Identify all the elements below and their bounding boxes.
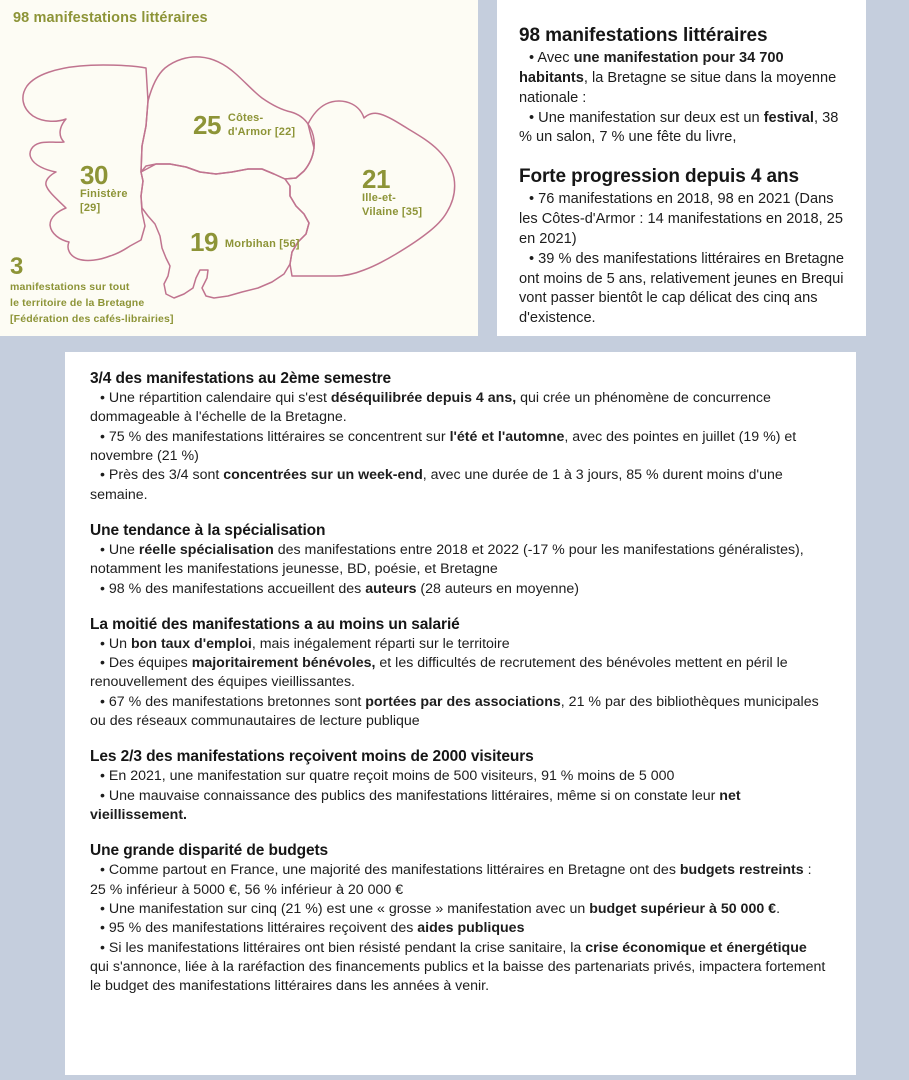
- section-heading: Une tendance à la spécialisation: [90, 521, 326, 539]
- bullet-emphasis: concentrées sur un week-end: [223, 467, 423, 484]
- map-label-morbihan-name: Morbihan [56]: [224, 238, 300, 250]
- map-label-finistere: [80, 162, 128, 216]
- bullet-text: , 38 % un salon, 7 % une fête du livre,: [519, 109, 839, 146]
- map-label-cotes-darmor-name-line1: Côtes-: [227, 112, 264, 124]
- bullet-text: • Une mauvaise connaissance des publics des manifestations littéraires, même si on constate leur: [100, 787, 720, 804]
- map-label-cotes-darmor: [193, 112, 295, 140]
- bullet-text: , avec des pointes en juillet (19 %) et novembre (21 %): [90, 428, 797, 464]
- bullet-text: .: [776, 900, 781, 917]
- bullet-text: , 21 % par des bibliothèques municipales ou des réseaux communautaires de lecture publique: [90, 693, 819, 730]
- bullet-text: • 75 % des manifestations littéraires se concentrent sur: [100, 428, 450, 445]
- bullet-emphasis: l'été et l'automne: [449, 428, 565, 445]
- section-heading: Les 2/3 des manifestations reçoivent moins de 2000 visiteurs: [90, 748, 534, 766]
- bullet-text: • 67 % des manifestations bretonnes sont: [100, 693, 366, 710]
- map-panel: [0, 0, 478, 336]
- bullet-text: , mais inégalement réparti sur le territoire: [251, 635, 510, 652]
- bullet-text: • 39 % des manifestations littéraires en Bretagne ont moins de 5 ans, relativement jeunes en Brequi vont passer bientôt le cap délicat des cinq ans d'existence.: [519, 250, 844, 327]
- bullet-text: • Si les manifestations littéraires ont bien résisté pendant la crise sanitaire, la: [100, 939, 586, 956]
- bullet-text: et les difficultés de recrutement des bénévoles mettent en péril le renouvellement des équipes vieillissantes.: [90, 655, 788, 691]
- map-label-federation-line2: le territoire de la Bretagne: [10, 297, 145, 310]
- section-gap: [90, 505, 828, 522]
- section-heading: La moitié des manifestations a au moins un salarié: [90, 615, 460, 633]
- section-bullet: [90, 580, 828, 599]
- bullet-text: • Des équipes: [100, 655, 192, 672]
- map-label-federation-line1: manifestations sur tout: [10, 281, 130, 293]
- map-label-ille-et-vilaine-name-line2: Vilaine [35]: [362, 205, 423, 218]
- bullet-text: , la Bretagne se situe dans la moyenne nationale :: [519, 69, 837, 106]
- bullet-text: des manifestations entre 2018 et 2022 (-17 % pour les manifestations généralistes), notamment les manifestations jeunesse, BD, poésie, et Bretagne: [90, 541, 804, 578]
- bullet-text: • 98 % des manifestations accueillent des: [100, 580, 366, 597]
- bullet-text: qui crée un phénomène de concurrence dommageable à l'échelle de la Bretagne.: [90, 390, 771, 426]
- bullet-emphasis: une manifestation pour 34 700 habitants: [519, 50, 784, 86]
- bullet-emphasis: réelle spécialisation: [138, 541, 274, 558]
- bullet-text: • Une manifestation sur deux est un: [529, 109, 764, 126]
- intro-panel-content: [497, 0, 866, 329]
- section-bullet: [90, 635, 828, 654]
- bullet-emphasis: crise économique et énergétique: [585, 939, 807, 956]
- section-bullet: [90, 428, 828, 467]
- map-label-ille-et-vilaine: [362, 166, 422, 220]
- bullet-text: • Une répartition calendaire qui s'est: [100, 390, 331, 406]
- map-label-cotes-darmor-number: 25: [193, 110, 221, 140]
- bullet-emphasis: net vieillissement.: [90, 787, 741, 823]
- section-plain-line: 25 % inférieur à 5000 €, 56 % inférieur à 20 000 €: [90, 881, 404, 898]
- bullet-text: • Une manifestation sur cinq (21 %) est une « grosse » manifestation avec un: [100, 900, 590, 917]
- section-bullet: [90, 939, 828, 997]
- section-bullet: [90, 693, 828, 732]
- bullet-emphasis: bon taux d'emploi: [131, 635, 252, 652]
- detail-panel-content: [65, 352, 856, 997]
- section-bullet: [519, 190, 844, 250]
- bullet-emphasis: budgets restreints: [679, 862, 804, 879]
- section-gap: [519, 148, 844, 166]
- map-label-ille-et-vilaine-number: 21: [362, 164, 390, 194]
- section-bullet: [519, 49, 844, 109]
- section-bullet: [90, 900, 828, 919]
- bullet-text: • Une: [100, 541, 139, 558]
- section-bullet: [90, 787, 828, 826]
- bullet-text: :: [803, 862, 812, 879]
- map-label-cotes-darmor-name-line2: d'Armor [22]: [227, 125, 296, 138]
- map-label-federation: [10, 255, 174, 328]
- intro-panel: [497, 0, 866, 336]
- bullet-emphasis: auteurs: [365, 580, 417, 597]
- section-bullet: [90, 919, 828, 938]
- map-label-morbihan: [190, 229, 300, 255]
- bullet-text: • Comme partout en France, une majorité des manifestations littéraires en Bretagne ont des: [100, 862, 680, 879]
- section-heading: 3/4 des manifestations au 2ème semestre: [90, 370, 392, 387]
- bullet-emphasis: déséquilibrée depuis 4 ans,: [330, 390, 517, 406]
- bullet-emphasis: portées par des associations: [365, 693, 561, 710]
- map-label-finistere-number: 30: [80, 160, 108, 190]
- bullet-text: (28 auteurs en moyenne): [416, 580, 579, 597]
- map-label-morbihan-number: 19: [190, 227, 218, 257]
- section-gap: [90, 599, 828, 616]
- section-heading: 98 manifestations littéraires: [519, 25, 768, 46]
- detail-panel: [65, 352, 856, 1075]
- bullet-emphasis: festival: [763, 109, 814, 126]
- bullet-text: • Avec: [529, 50, 574, 66]
- bullet-emphasis: aides publiques: [417, 920, 525, 937]
- bullet-text: • En 2021, une manifestation sur quatre reçoit moins de 500 visiteurs, 91 % moins de 5 000: [100, 768, 675, 785]
- section-heading: Une grande disparité de budgets: [90, 842, 329, 860]
- section-bullet: [90, 389, 828, 428]
- map-label-finistere-name: Finistère: [80, 188, 128, 200]
- section-gap: [90, 731, 828, 748]
- section-bullet: [90, 861, 828, 880]
- bullet-text: • Un: [100, 635, 131, 652]
- section-bullet: [90, 654, 828, 693]
- bullet-text: • 95 % des manifestations littéraires reçoivent des: [100, 920, 418, 937]
- map-label-ille-et-vilaine-name-line1: Ille-et-: [362, 192, 396, 204]
- bullet-text: • 76 manifestations en 2018, 98 en 2021 (Dans les Côtes-d'Armor : 14 manifestations en 2018, 25 en 2021): [519, 191, 844, 247]
- section-heading: Forte progression depuis 4 ans: [519, 166, 799, 188]
- bullet-emphasis: budget supérieur à 50 000 €: [589, 900, 777, 917]
- bullet-text: , avec une durée de 1 à 3 jours, 85 % durent moins d'une semaine.: [90, 467, 783, 503]
- section-bullet: [90, 466, 828, 505]
- map-label-federation-line3: [Fédération des cafés-librairies]: [10, 313, 174, 326]
- bullet-text: qui s'annonce, liée à la raréfaction des financements publics et la baisse des partenariats privés, impactera fortement le budget des manifestations littéraires dans les années à venir.: [90, 958, 826, 995]
- section-bullet: [90, 767, 828, 786]
- section-bullet: [519, 250, 844, 329]
- bullet-emphasis: majoritairement bénévoles,: [191, 655, 376, 672]
- section-bullet: [90, 541, 828, 580]
- section-bullet: [519, 109, 844, 149]
- map-panel-title: 98 manifestations littéraires: [13, 10, 208, 26]
- bullet-text: • Près des 3/4 sont: [100, 467, 224, 484]
- map-label-federation-number: 3: [10, 253, 23, 280]
- section-gap: [90, 825, 828, 842]
- map-label-finistere-previous: [29]: [80, 201, 101, 214]
